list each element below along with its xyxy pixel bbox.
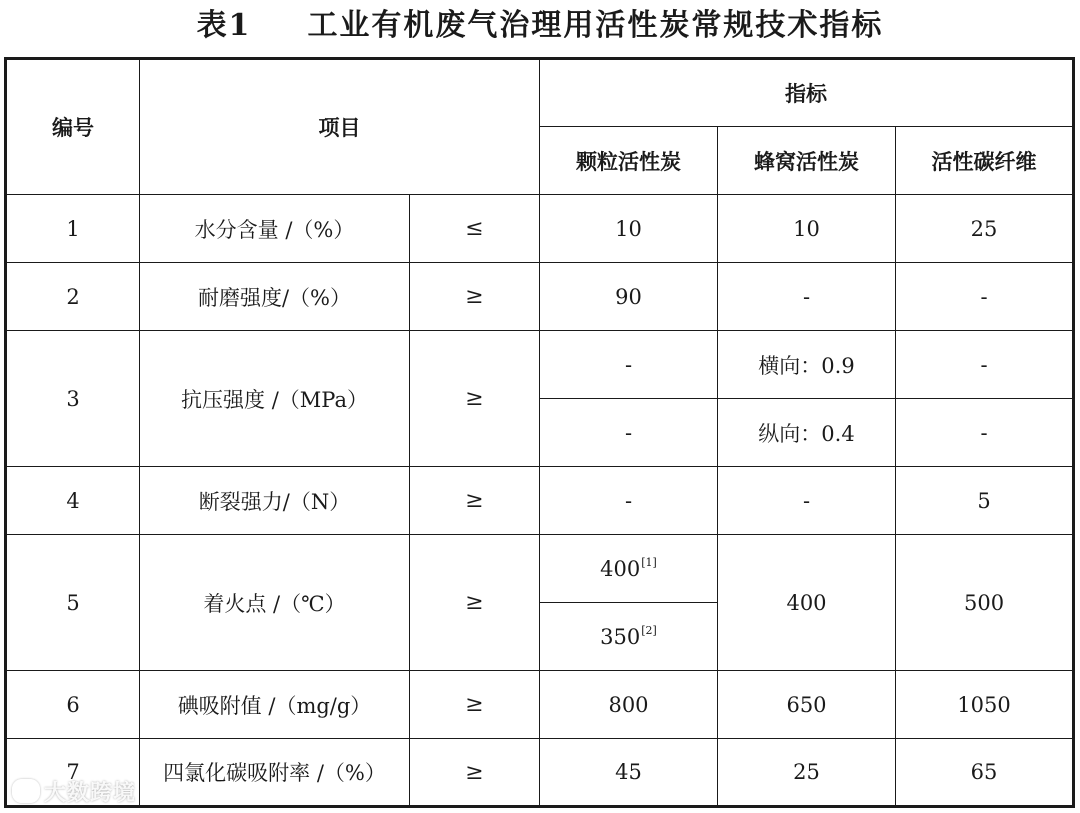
cell-fiber: 65 bbox=[896, 739, 1074, 807]
cell-fiber: - bbox=[896, 331, 1074, 399]
cell-fiber: - bbox=[896, 399, 1074, 467]
table-row bbox=[6, 739, 1074, 807]
logo-icon bbox=[12, 779, 40, 803]
row-operator: ≥ bbox=[410, 467, 540, 535]
header-granular: 颗粒活性炭 bbox=[540, 127, 718, 195]
cell-honeycomb: 横向：0.9 bbox=[718, 331, 896, 399]
cell-honeycomb: 纵向：0.4 bbox=[718, 399, 896, 467]
table-title bbox=[0, 8, 1080, 44]
header-honeycomb: 蜂窝活性炭 bbox=[718, 127, 896, 195]
cell-fiber: 25 bbox=[896, 195, 1074, 263]
cell-honeycomb: - bbox=[718, 467, 896, 535]
header-no: 编号 bbox=[6, 59, 140, 195]
row-no: 6 bbox=[6, 671, 140, 739]
row-item: 耐磨强度/（%） bbox=[140, 263, 410, 331]
cell-fiber: 5 bbox=[896, 467, 1074, 535]
cell-granular: 90 bbox=[540, 263, 718, 331]
row-item: 四氯化碳吸附率 /（%） bbox=[140, 739, 410, 807]
row-operator: ≥ bbox=[410, 331, 540, 467]
row-operator: ≥ bbox=[410, 739, 540, 807]
row-item: 水分含量 /（%） bbox=[140, 195, 410, 263]
footnote-ref: [2] bbox=[641, 624, 657, 637]
cell-granular: 800 bbox=[540, 671, 718, 739]
cell-granular: 45 bbox=[540, 739, 718, 807]
table-row bbox=[6, 467, 1074, 535]
row-no: 5 bbox=[6, 535, 140, 671]
cell-fiber: 500 bbox=[896, 535, 1074, 671]
watermark-text: 大数跨境 bbox=[44, 781, 137, 806]
cell-granular: - bbox=[540, 331, 718, 399]
row-operator: ≤ bbox=[410, 195, 540, 263]
spec-table bbox=[4, 57, 1075, 808]
cell-honeycomb: 400 bbox=[718, 535, 896, 671]
header-indicator: 指标 bbox=[540, 59, 1074, 127]
cell-value: 350 bbox=[600, 625, 641, 649]
header-fiber: 活性碳纤维 bbox=[896, 127, 1074, 195]
footnote-ref: [1] bbox=[641, 556, 657, 569]
table-row bbox=[6, 671, 1074, 739]
table-number: 表1 bbox=[196, 8, 252, 43]
table-row bbox=[6, 535, 1074, 603]
header-item: 项目 bbox=[140, 59, 540, 195]
row-operator: ≥ bbox=[410, 671, 540, 739]
row-no: 4 bbox=[6, 467, 140, 535]
row-no: 3 bbox=[6, 331, 140, 467]
row-item: 抗压强度 /（MPa） bbox=[140, 331, 410, 467]
row-item: 断裂强力/（N） bbox=[140, 467, 410, 535]
row-item: 碘吸附值 /（mg/g） bbox=[140, 671, 410, 739]
cell-honeycomb: - bbox=[718, 263, 896, 331]
table-row bbox=[6, 263, 1074, 331]
cell-value: 400 bbox=[600, 557, 641, 581]
cell-granular: - bbox=[540, 467, 718, 535]
table-caption: 工业有机废气治理用活性炭常规技术指标 bbox=[307, 8, 884, 43]
table-row bbox=[6, 331, 1074, 399]
cell-honeycomb: 10 bbox=[718, 195, 896, 263]
cell-fiber: - bbox=[896, 263, 1074, 331]
cell-granular: - bbox=[540, 399, 718, 467]
watermark bbox=[12, 776, 136, 807]
cell-fiber: 1050 bbox=[896, 671, 1074, 739]
row-operator: ≥ bbox=[410, 263, 540, 331]
cell-granular bbox=[540, 603, 718, 671]
cell-honeycomb: 25 bbox=[718, 739, 896, 807]
row-no: 2 bbox=[6, 263, 140, 331]
row-no: 1 bbox=[6, 195, 140, 263]
cell-honeycomb: 650 bbox=[718, 671, 896, 739]
row-no: 7 bbox=[6, 739, 140, 807]
row-item: 着火点 /（℃） bbox=[140, 535, 410, 671]
row-operator: ≥ bbox=[410, 535, 540, 671]
table-row bbox=[6, 195, 1074, 263]
cell-granular bbox=[540, 535, 718, 603]
cell-granular: 10 bbox=[540, 195, 718, 263]
